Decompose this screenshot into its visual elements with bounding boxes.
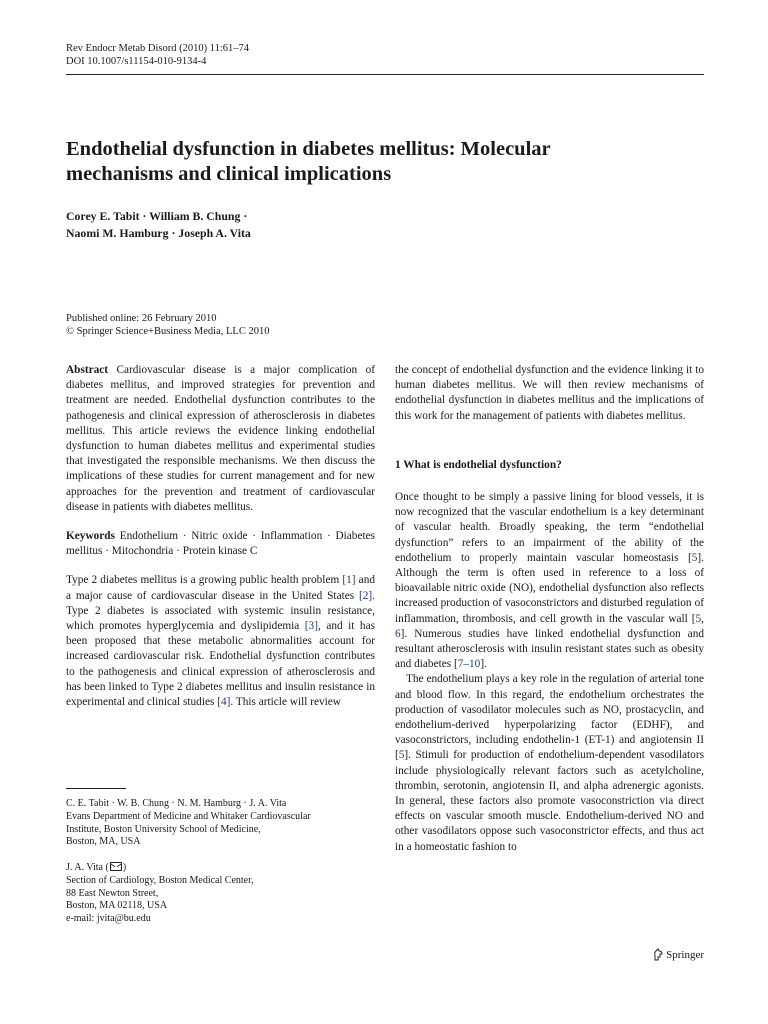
envelope-icon (110, 862, 122, 871)
keywords-text: Endothelium · Nitric oxide · Inflammation · Diabetes mellitus · Mitochondria · Protein kinase C (66, 530, 376, 558)
left-column (66, 363, 375, 710)
authors-line-1: Corey E. Tabit · William B. Chung · (66, 209, 248, 223)
paragraph-text: ]. (480, 658, 487, 671)
reference-link[interactable]: 5 (398, 749, 405, 762)
title-line-2: mechanisms and clinical implications (66, 163, 392, 185)
corresponding-author (66, 862, 375, 875)
corresponding-name: J. A. Vita ( (66, 862, 109, 873)
publisher-logo (652, 948, 704, 961)
abstract-text: Cardiovascular disease is a major complication of diabetes mellitus, and improved strategies for prevention and treatment are needed. Endothelial dysfunction contributes to the pathogenesis and clinical expression of atherosclerosis in diabetes mellitus. This article reviews the evidence linking endothelial dysfunction to human diabetes mellitus and experimental studies that investigated the responsible mechanisms. We then discuss the implications of these studies for current management and for new approaches for the prevention and treatment of cardiovascular disease in patients with diabetes mellitus. (66, 364, 375, 513)
springer-horse-icon (652, 948, 664, 961)
affiliation-line: Section of Cardiology, Boston Medical Center, (66, 874, 254, 886)
authors-line-2: Naomi M. Hamburg · Joseph A. Vita (66, 226, 251, 240)
doi: DOI 10.1007/s11154-010-9134-4 (66, 56, 207, 67)
journal-citation: Rev Endocr Metab Disord (2010) 11:61–74 (66, 43, 250, 54)
intro-text: and a major cause of cardiovascular disease in the United States (66, 574, 375, 602)
affiliation-line: Evans Department of Medicine and Whitaker Cardiovascular (66, 810, 311, 822)
affiliation-line: 88 East Newton Street, (66, 887, 159, 899)
abstract-label: Abstract (66, 364, 109, 376)
header-rule (66, 74, 704, 75)
reference-link[interactable]: 5 (695, 612, 702, 625)
keywords-label: Keywords (66, 530, 115, 543)
intro-text: , and it has been proposed that these metabolic abnormalities account for increased cardiovascular risk. Endothelial dysfunction contributes to the pathogenesis and clinical expression of atherosclerosis and has been linked to Type 2 diabetes mellitus and insulin resistance in experimental and clinical studies (66, 620, 375, 709)
reference-link[interactable]: [4] (217, 696, 231, 709)
published-date: Published online: 26 February 2010 (66, 313, 217, 324)
article-title (66, 137, 704, 187)
email-address[interactable]: e-mail: jvita@bu.edu (66, 913, 151, 925)
affiliation-line: Boston, MA 02118, USA (66, 900, 168, 912)
author-list (66, 208, 251, 242)
affiliation-line: Boston, MA, USA (66, 836, 141, 848)
intro-continued: the concept of endothelial dysfunction and the evidence linking it to human diabetes mellitus. We will then review mechanisms of endothelial dysfunction in diabetes mellitus and the implications of this work for the management of patients with diabetes mellitus. (395, 364, 704, 422)
paragraph-text: ]. Stimuli for production of endothelium-dependent vasodilators include physiologically relevant factors such as acetylcholine, thrombin, serotonin, angiotensin II, and alpha adrenergic agonists. In general, these factors also promote vasoconstriction via direct effects on vascular smooth muscle. Endothelium-derived NO and other vasodilators oppose such vasoconstrictor effects, and thus act in a homeostatic fashion to (395, 749, 704, 853)
paragraph-text: ]. Numerous studies have linked endothelial dysfunction and resultant atherosclerosis with insulin resistant states such as obesity and diabetes [ (395, 627, 704, 671)
section-paragraph-1 (395, 490, 704, 672)
affiliation-authors (66, 798, 375, 849)
section-heading: 1 What is endothelial dysfunction? (395, 458, 562, 471)
publisher-name: Springer (666, 948, 704, 961)
reference-link[interactable]: [1] (342, 574, 356, 587)
affiliation-line: C. E. Tabit · W. B. Chung · N. M. Hamburg · J. A. Vita (66, 798, 287, 809)
reference-link[interactable]: [2] (358, 589, 373, 602)
section-paragraph-2 (395, 672, 704, 854)
paragraph-text: ]. Although the term is often used in reference to a loss of bioavailable nitric oxide (NO), endothelial dysfunction also reflects increased production of vasoconstrictors and disturbed regulation of inflammation, thrombosis, and cell growth in the vascular wall [ (395, 551, 704, 625)
introduction-paragraph (66, 573, 375, 710)
affiliation-line: Institute, Boston University School of Medicine, (66, 823, 261, 835)
publication-info (66, 312, 269, 338)
keywords (66, 529, 375, 559)
reference-link[interactable]: 7–10 (457, 658, 481, 671)
right-column (395, 363, 704, 855)
reference-link[interactable]: 6 (395, 627, 401, 640)
corresponding-name-suffix: ) (122, 862, 127, 873)
paragraph-text: Once thought to be simply a passive lining for blood vessels, it is now recognized that the vascular endothelium is a key determinant of vascular health. Broadly speaking, the term “endothelial dysfunction” refers to an impairment of the ability of the endothelium to properly maintain vascular homeostasis [ (395, 491, 704, 564)
intro-text: . Type 2 diabetes is associated with systemic insulin resistance, which promotes hyperglycemia and dyslipidemia (66, 589, 375, 633)
intro-text: . This article will review (230, 696, 341, 709)
intro-text: Type 2 diabetes mellitus is a growing public health problem (66, 574, 343, 587)
reference-link[interactable]: [3] (304, 620, 318, 633)
paragraph-text: The endothelium plays a key role in the regulation of arterial tone and blood flow. In this regard, the endothelium orchestrates the production of vasodilator molecules such as NO, prostacyclin, and endothelium-derived hyperpolarizing factor (EDHF), and vasoconstrictors, including endothelin-1 (ET-1) and angiotensin II [ (395, 673, 704, 762)
copyright: © Springer Science+Business Media, LLC 2010 (66, 326, 270, 337)
reference-link[interactable]: 5 (691, 551, 698, 564)
title-line-1: Endothelial dysfunction in diabetes mellitus: Molecular (66, 138, 551, 160)
affiliation-corresponding (66, 862, 375, 926)
paragraph-text: , (701, 612, 704, 625)
footnote-rule (66, 788, 126, 789)
abstract (66, 363, 375, 515)
